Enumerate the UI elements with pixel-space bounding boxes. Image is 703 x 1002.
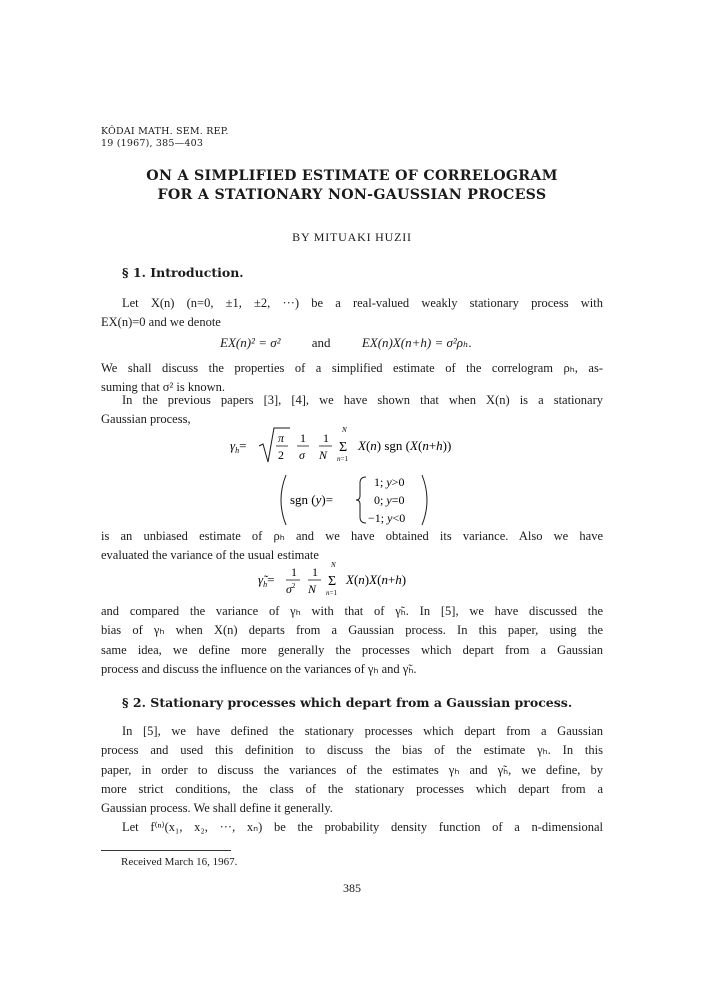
text-line: and compared the variance of γₕ with that of γ̃ₕ. In [5], we have discussed the: [101, 604, 603, 618]
paren-left: [281, 475, 286, 525]
author-byline: BY MITUAKI HUZII: [292, 230, 412, 244]
equation-body: X(n)X(n+h): [346, 572, 407, 587]
symbol-N: N: [308, 582, 317, 596]
journal-header: [101, 126, 229, 150]
sum-lower-limit: n=1: [326, 589, 337, 597]
section-1-paragraph-5: [101, 602, 603, 679]
sgn-case-1: 1; y>0: [374, 475, 405, 489]
equation-left: EX(n)² = σ²: [220, 335, 281, 350]
digit-1: 1: [323, 431, 329, 445]
footnote-rule: [101, 850, 231, 851]
sum-upper-limit: N: [331, 561, 336, 569]
brace-left: [356, 477, 366, 523]
text-line: process and used this definition to discuss the bias of the estimate γₕ. In this: [101, 743, 603, 758]
paren-right: [422, 475, 427, 525]
section-1-heading: § 1. Introduction.: [122, 265, 244, 280]
symbol-gamma-tilde: $\gammã_h=$: [258, 572, 275, 589]
summation-sign: Σ: [328, 574, 337, 589]
text-line: paper, in order to discuss the variances of the estimates γₕ and γ̃ₕ, we define, by: [101, 762, 603, 777]
section-2-heading: § 2. Stationary processes which depart from a Gaussian process.: [122, 695, 573, 710]
text-line: evaluated the variance of the usual estimate: [101, 548, 319, 563]
equation-right: EX(n)X(n+h) = σ²ρₕ.: [361, 335, 472, 350]
symbol-N: N: [319, 448, 328, 462]
digit-1: 1: [300, 431, 306, 445]
sgn-case-0: 0; y=0: [374, 493, 405, 507]
text-line: In the previous papers [3], [4], we have shown that when X(n) is a stationary: [122, 393, 603, 407]
sum-upper-limit: N: [342, 426, 347, 434]
summation-sign: Σ: [339, 440, 348, 455]
section-2-paragraph-2: [101, 818, 603, 837]
equation-sgn-definition: [276, 471, 436, 529]
text-line: We shall discuss the properties of a simplified estimate of the correlogram ρₕ, as-: [101, 361, 603, 375]
title-line-1: ON A SIMPLIFIED ESTIMATE OF CORRELOGRAM: [146, 168, 558, 184]
text-line: process and discuss the influence on the variances of γₕ and γ̃ₕ.: [101, 661, 417, 676]
sum-lower-limit: n=1: [337, 455, 348, 463]
text-line: Let f⁽ⁿ⁾(x₁, x₂, ···, xₙ) be the probability density function of a n-dimensional: [122, 820, 603, 834]
digit-1: 1: [291, 565, 297, 579]
sqrt-sign: [259, 428, 290, 462]
text-line: EX(n)=0 and we denote: [101, 315, 221, 330]
equation-body: X(n) sgn (X(n+h)): [358, 438, 452, 453]
text-line: more strict conditions, the class of the stationary processes which depart from a: [101, 781, 603, 796]
text-line: is an unbiased estimate of ρₕ and we have obtained its variance. Also we have: [101, 529, 603, 543]
digit-1: 1: [312, 565, 318, 579]
text-line: same idea, we define more generally the processes which depart from a Gaussian: [101, 642, 603, 657]
symbol-sigma: σ: [299, 448, 305, 462]
text-line: Let X(n) (n=0, ±1, ±2, ···) be a real-valued weakly stationary process with: [122, 296, 603, 310]
page-number: 385: [343, 881, 361, 895]
footnote: Received March 16, 1967.: [121, 856, 238, 868]
digit-2: 2: [278, 448, 284, 462]
text-line: Gaussian process. We shall define it generally.: [101, 801, 333, 816]
title-line-2: FOR A STATIONARY NON-GAUSSIAN PROCESS: [157, 187, 547, 203]
symbol-sigma-squared: $\sigma^2$: [286, 582, 296, 596]
text-line: In [5], we have defined the stationary processes which depart from a Gaussian: [122, 724, 603, 738]
equation-variance-covariance: [220, 335, 472, 351]
symbol-gamma-h: $\gamma_h=$: [230, 438, 247, 455]
journal-name: KÔDAI MATH. SEM. REP.: [101, 126, 229, 137]
text-line: bias of γₕ when X(n) departs from a Gaussian process. In this paper, using the: [101, 623, 603, 638]
journal-volume: 19 (1967), 385—403: [101, 138, 204, 149]
equation-gamma-h: [230, 424, 520, 472]
text-line: suming that σ² is known.: [101, 380, 226, 395]
section-2-paragraph-1: [101, 722, 603, 818]
symbol-pi: π: [278, 431, 285, 445]
text-line: Gaussian process,: [101, 412, 191, 427]
section-1-paragraph-1: [101, 294, 603, 333]
sgn-case-neg: −1; y<0: [368, 511, 406, 525]
sgn-label: sgn (y)=: [290, 492, 334, 507]
equation-and: and: [311, 335, 331, 350]
equation-gamma-tilde: [258, 560, 448, 604]
